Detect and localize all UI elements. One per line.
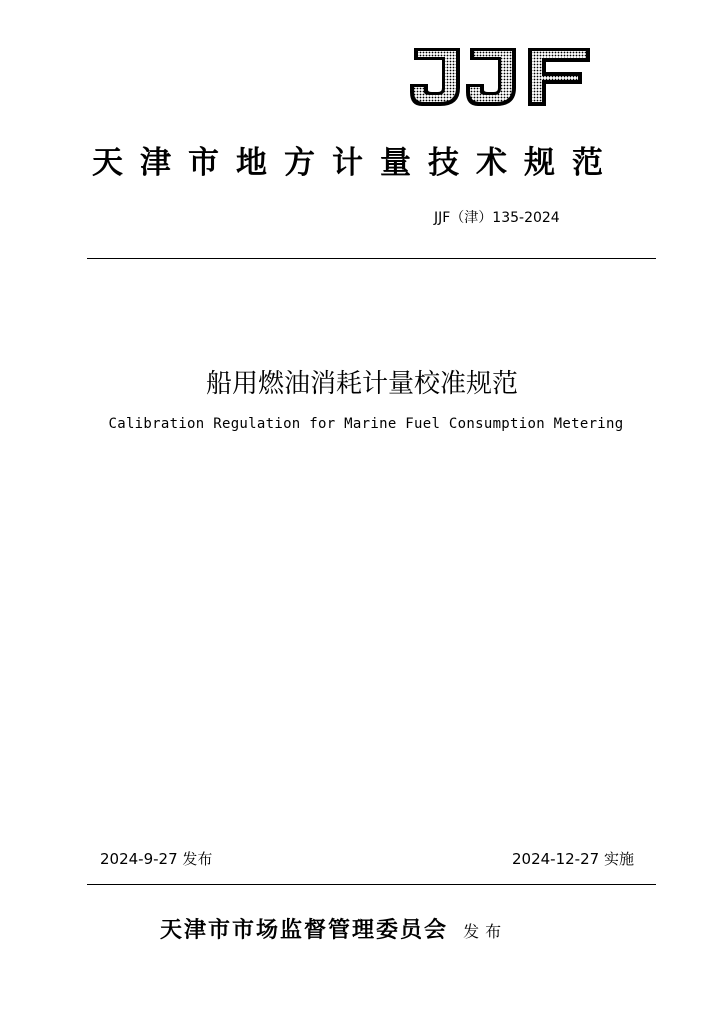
standard-code: JJF（津）135-2024 [434,210,560,226]
document-title-chinese: 船用燃油消耗计量校准规范 [205,369,518,399]
jjf-logo [404,42,594,112]
document-title-english: Calibration Regulation for Marine Fuel Consumption Metering [108,416,624,432]
issuer-line [160,913,507,944]
issue-date: 2024-9-27 发布 [100,850,213,868]
implementation-date: 2024-12-27 实施 [512,850,634,868]
issuer-name: 天津市市场监督管理委员会 [160,917,449,943]
logo-text [404,42,594,112]
standard-series-title: 天津市地方计量技术规范 [92,145,620,181]
bottom-divider [87,884,656,885]
top-divider [87,258,656,259]
issuer-action: 发布 [463,922,508,941]
